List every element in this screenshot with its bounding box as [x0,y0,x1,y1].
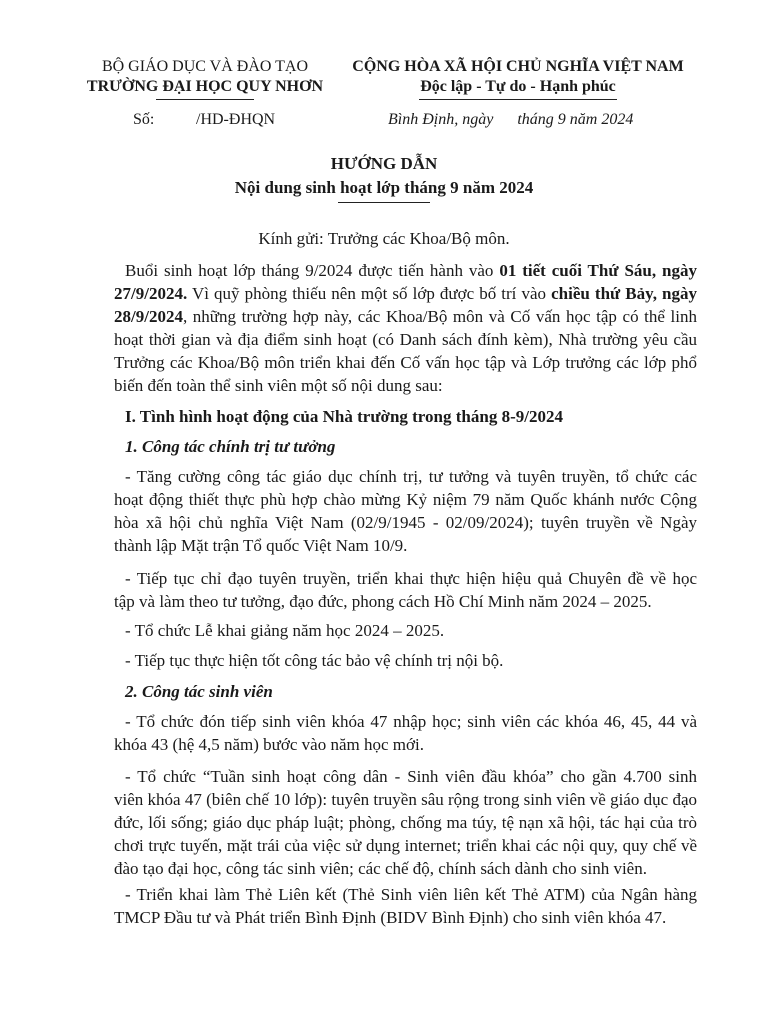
intro-line-2 [114,282,697,305]
title-line-1: HƯỚNG DẪN [330,154,438,173]
intro-text: Vì quỹ phòng thiếu nên một số lớp được bố trí vào [187,284,552,303]
republic-name: CỘNG HÒA XÃ HỘI CHỦ NGHĨA VIỆT NAM [352,58,684,75]
p1-line-4: thành lập Mặt trận Tổ quốc Việt Nam 10/9. [114,536,408,555]
paragraph-1 [114,465,697,557]
p5-line-2: khóa 43 (hệ 4,5 năm) bước vào năm học mới. [114,735,424,754]
title-line-2: Nội dung sinh hoạt lớp tháng 9 năm 2024 [234,178,534,197]
section-1-heading: I. Tình hình hoạt động của Nhà trường trong tháng 8-9/2024 [125,407,563,426]
issuer-underline [156,99,254,100]
subsection-1-heading: 1. Công tác chính trị tư tưởng [125,437,336,456]
p5-line-1: - Tổ chức đón tiếp sinh viên khóa 47 nhập học; sinh viên các khóa 46, 45, 44 và [125,712,697,731]
p7-line-1: - Triển khai làm Thẻ Liên kết (Thẻ Sinh viên liên kết Thẻ ATM) của Ngân hàng [125,885,697,904]
p6-line-1: - Tổ chức “Tuần sinh hoạt công dân - Sinh viên đầu khóa” cho gần 4.700 sinh [125,767,697,786]
intro-line-6: biến đến toàn thể sinh viên một số nội dung sau: [114,376,443,395]
national-header [338,57,698,100]
paragraph-3: - Tổ chức Lễ khai giảng năm học 2024 – 2025. [125,621,445,640]
intro-date-bold: 27/9/2024. [114,284,188,303]
intro-line-1 [114,259,697,282]
document-number-label: Số: [133,111,155,128]
national-motto: Độc lập - Tự do - Hạnh phúc [420,78,616,95]
paragraph-2 [114,567,697,613]
subsection-2-heading: 2. Công tác sinh viên [125,682,273,701]
issuer-block [60,57,350,100]
intro-date-bold: 01 tiết cuối Thứ Sáu, ngày [499,261,697,280]
p6-line-2: viên khóa 47 (biên chế 10 lớp): tuyên truyền sâu rộng trong sinh viên về giáo dục đạo [114,790,697,809]
paragraph-4: - Tiếp tục thực hiện tốt công tác bảo vệ chính trị nội bộ. [125,651,504,670]
intro-text: Buổi sinh hoạt lớp tháng 9/2024 được tiến hành vào [125,261,500,280]
paragraph-6 [114,765,697,880]
paragraph-7 [114,883,697,929]
p2-line-1: - Tiếp tục chỉ đạo tuyên truyền, triển khai thực hiện hiệu quả Chuyên đề về học [125,569,697,588]
intro-line-3 [114,305,697,328]
p7-line-2: TMCP Đầu tư và Phát triển Bình Định (BIDV Bình Định) cho sinh viên khóa 47. [114,908,667,927]
p2-line-2: tập và làm theo tư tưởng, đạo đức, phong cách Hồ Chí Minh năm 2024 – 2025. [114,592,652,611]
document-title [0,152,768,203]
place-date: Bình Định, ngày tháng 9 năm 2024 [388,111,634,128]
university-name: TRƯỜNG ĐẠI HỌC QUY NHƠN [86,78,324,95]
p1-line-1: - Tăng cường công tác giáo dục chính trị, tư tưởng và tuyên truyền, tổ chức các [125,467,697,486]
intro-date-bold: 28/9/2024 [114,307,183,326]
intro-paragraph [114,259,697,397]
p6-line-3: đức, lối sống; giáo dục pháp luật; phòng, chống ma túy, tệ nạn xã hội, tác hại của trò [114,813,697,832]
title-underline [338,202,430,203]
intro-date-bold: chiều thứ Bảy, ngày [551,284,697,303]
p6-line-4: chơi trực tuyến, mặt trái của việc sử dụng internet; triển khai các nội quy, quy chế về [114,836,697,855]
document-number-code: /HD-ĐHQN [196,111,276,128]
p1-line-3: hòa xã hội chủ nghĩa Việt Nam (02/9/1945 - 02/09/2024); tuyên truyền về Ngày [114,513,697,532]
intro-line-5: Trưởng các Khoa/Bộ môn triển khai đến Cố vấn học tập và Lớp trưởng các lớp phổ [114,353,697,372]
ministry-name: BỘ GIÁO DỤC VÀ ĐÀO TẠO [101,58,309,75]
intro-text: , những trường hợp này, các Khoa/Bộ môn và Cố vấn học tập có thể linh [182,307,697,326]
paragraph-5 [114,710,697,756]
motto-underline [419,99,617,100]
p1-line-2: hoạt động thiết thực phù hợp chào mừng Kỷ niệm 79 năm Quốc khánh nước Cộng [114,490,697,509]
p6-line-5: đào tạo đại học, công tác sinh viên; các chế độ, chính sách dành cho sinh viên. [114,859,647,878]
intro-line-4: hoạt thời gian và địa điểm sinh hoạt (có Danh sách đính kèm), Nhà trường yêu cầu [114,330,697,349]
greeting: Kính gửi: Trưởng các Khoa/Bộ môn. [258,229,510,248]
